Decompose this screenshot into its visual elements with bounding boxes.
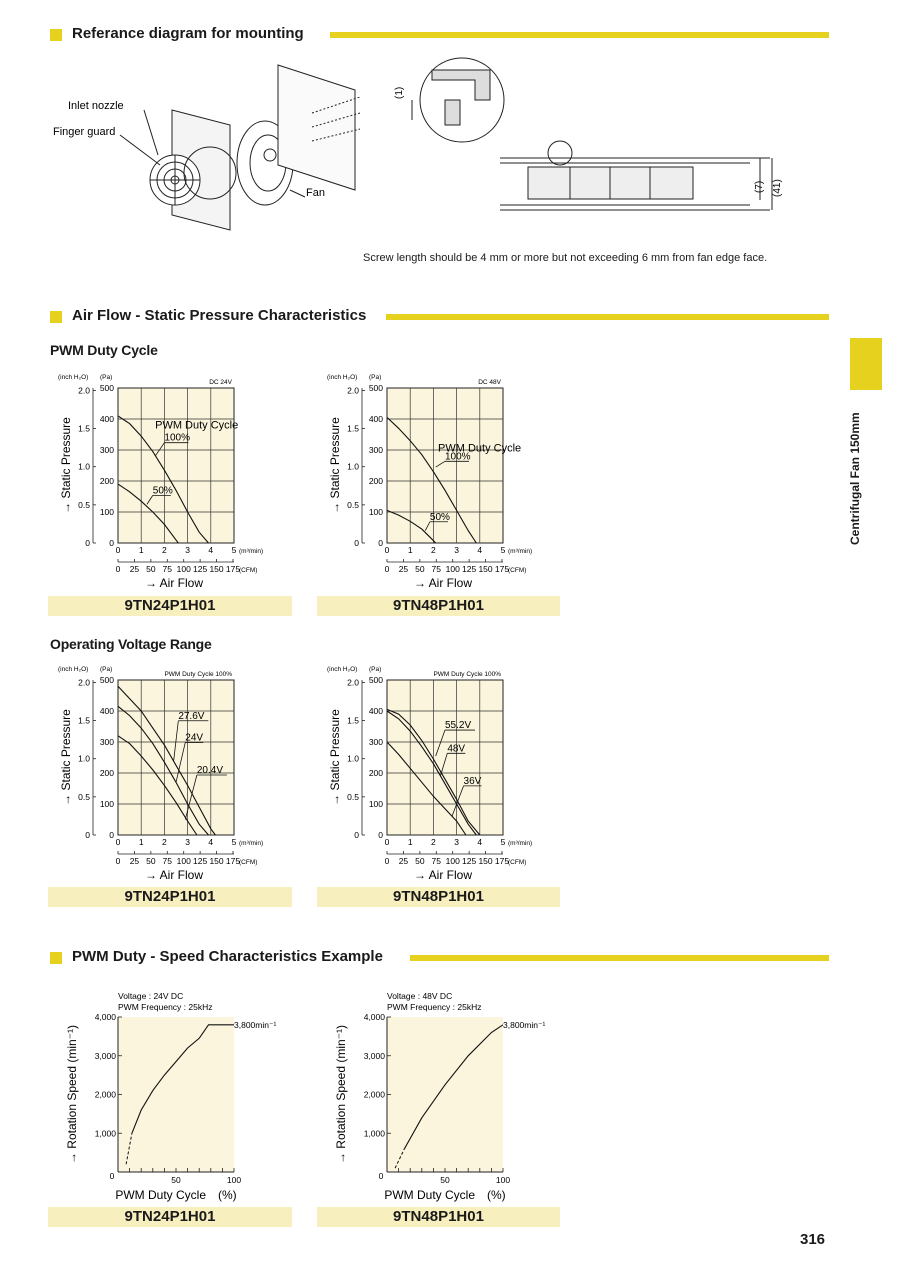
inch-tick-label: 1.0 (347, 461, 359, 472)
y-axis-label: → Static Pressure (328, 709, 342, 806)
x-tick-label: 50 (171, 1175, 181, 1185)
side-tab-label: Centrifugal Fan 150mm (848, 412, 862, 545)
inch-tick-label: 2.0 (78, 677, 90, 688)
inch-tick-label: 1.0 (347, 753, 359, 764)
model-label: 9TN24P1H01 (48, 1207, 292, 1227)
x-unit-m3: (m³/min) (239, 840, 264, 847)
section-speed-header (50, 950, 830, 970)
x-axis-label: PWM Duty Cycle (%) (115, 1188, 237, 1202)
x-tick-label: 4 (208, 545, 214, 555)
legend-title: PWM Duty Cycle (155, 419, 239, 432)
y-tick-label: 400 (368, 706, 383, 716)
x-tick-label: 0 (109, 1171, 115, 1181)
y-tick-label: 2,000 (94, 1089, 116, 1100)
y-tick-label: 200 (368, 476, 383, 486)
voltage-label: Voltage : 24V DC (118, 991, 184, 1001)
cfm-tick-label: 175 (494, 564, 510, 574)
inch-tick-label: 2.0 (347, 677, 359, 688)
x-axis-label: → Air Flow (144, 868, 204, 882)
model-label: 9TN24P1H01 (48, 887, 292, 907)
series-label: 50% (429, 511, 450, 523)
x-tick-label: 0 (115, 545, 121, 555)
cfm-tick-label: 175 (225, 564, 241, 574)
x-unit-m3: (m³/min) (508, 840, 533, 847)
x-tick-label: 3 (454, 837, 459, 847)
inch-tick-label: 0 (85, 830, 90, 840)
y-tick-label: 4,000 (363, 1012, 385, 1022)
y-tick-label: 100 (99, 507, 114, 517)
model-label: 9TN24P1H01 (48, 596, 292, 616)
series-label: 27.6V (178, 710, 205, 722)
chart-voltage-24v (48, 662, 298, 882)
y-tick-label: 500 (99, 383, 114, 393)
cfm-tick-label: 125 (462, 564, 477, 574)
y-unit-pa: (Pa) (369, 374, 382, 381)
section-rule (410, 955, 829, 961)
section-marker (50, 952, 62, 964)
dim-1: (1) (394, 86, 405, 99)
cfm-tick-label: 75 (162, 856, 173, 866)
x-tick-label: 1 (138, 545, 144, 555)
x-tick-label: 3 (454, 545, 459, 555)
cfm-tick-label: 150 (209, 564, 224, 574)
model-label: 9TN48P1H01 (317, 596, 560, 616)
cfm-tick-label: 150 (478, 564, 493, 574)
x-tick-label: 3 (185, 545, 190, 555)
x-tick-label: 2 (431, 545, 436, 555)
x-tick-label: 1 (138, 837, 144, 847)
series-label: 100% (445, 451, 471, 463)
x-axis-label: → Air Flow (413, 576, 473, 590)
cfm-tick-label: 175 (225, 856, 241, 866)
x-axis-label: PWM Duty Cycle (%) (384, 1188, 506, 1202)
screw-note: Screw length should be 4 mm or more but not exceeding 6 mm from fan edge face. (363, 252, 768, 264)
x-tick-label: 100 (495, 1175, 511, 1185)
inch-tick-label: 1.0 (78, 461, 90, 472)
cfm-tick-label: 0 (384, 564, 390, 574)
y-tick-label: 400 (99, 706, 114, 716)
series-label: 20.4V (196, 765, 224, 776)
x-axis-label: → Air Flow (144, 576, 204, 590)
y-tick-label: 0 (378, 830, 383, 840)
cfm-tick-label: 100 (176, 564, 191, 574)
section-title: Air Flow - Static Pressure Characteristics (72, 307, 367, 324)
max-speed-label: 3,800min⁻¹ (234, 1019, 277, 1030)
cfm-tick-label: 75 (162, 564, 173, 574)
inch-tick-label: 2.0 (347, 385, 359, 396)
x-tick-label: 0 (384, 837, 390, 847)
x-tick-label: 4 (477, 545, 483, 555)
y-tick-label: 500 (99, 675, 114, 685)
series-label: 36V (463, 775, 482, 787)
chart-speed-24v (48, 985, 298, 1205)
chart-condition: PWM Duty Cycle 100% (164, 671, 232, 678)
inch-tick-label: 1.5 (78, 715, 90, 726)
label-inlet-nozzle: Inlet nozzle (68, 100, 124, 112)
inch-tick-label: 0.5 (78, 499, 90, 510)
y-axis-label: → Rotation Speed (min⁻¹) (334, 1024, 348, 1165)
inch-tick-label: 0.5 (347, 791, 359, 802)
inch-tick-label: 1.5 (347, 715, 359, 726)
y-tick-label: 200 (368, 768, 383, 778)
cfm-tick-label: 25 (129, 856, 140, 866)
chart-condition: DC 24V (209, 379, 232, 386)
y-tick-label: 1,000 (363, 1128, 385, 1139)
plot-area (387, 680, 503, 835)
section-marker (50, 29, 62, 41)
y-tick-label: 100 (99, 799, 114, 809)
inch-tick-label: 1.5 (78, 423, 90, 434)
x-tick-label: 100 (226, 1175, 242, 1185)
y-tick-label: 300 (99, 737, 114, 747)
y-unit-pa: (Pa) (100, 374, 113, 381)
x-unit-cfm: (CFM) (239, 567, 258, 574)
y-tick-label: 400 (99, 414, 114, 424)
cfm-tick-label: 125 (193, 564, 208, 574)
page-number: 316 (800, 1231, 826, 1248)
y-axis-label: → Static Pressure (59, 417, 73, 514)
y-tick-label: 100 (368, 799, 383, 809)
series-label: 100% (164, 432, 190, 444)
y-axis-label: → Static Pressure (328, 417, 342, 514)
cfm-tick-label: 0 (115, 564, 121, 574)
y-tick-label: 300 (368, 445, 383, 455)
voltage-label: Voltage : 48V DC (387, 991, 453, 1001)
section-title: PWM Duty - Speed Characteristics Example (72, 948, 383, 965)
legend-title: PWM Duty Cycle (438, 442, 522, 455)
x-unit-cfm: (CFM) (508, 859, 527, 866)
chart-voltage-48v (317, 662, 567, 882)
x-unit-cfm: (CFM) (239, 859, 258, 866)
y-tick-label: 100 (368, 507, 383, 517)
x-tick-label: 5 (231, 545, 237, 555)
dim-7: (7) (754, 180, 765, 193)
max-speed-label: 3,800min⁻¹ (503, 1019, 546, 1030)
cfm-tick-label: 0 (115, 856, 121, 866)
cfm-tick-label: 25 (398, 564, 409, 574)
inch-tick-label: 0.5 (347, 499, 359, 510)
chart-pwm-48v (317, 370, 567, 590)
y-tick-label: 3,000 (363, 1050, 385, 1061)
inch-tick-label: 2.0 (78, 385, 90, 396)
chart-condition: DC 48V (478, 379, 501, 386)
section-rule (386, 314, 829, 320)
cfm-tick-label: 50 (415, 856, 425, 866)
section-mounting-header (50, 27, 830, 47)
x-tick-label: 5 (231, 837, 237, 847)
plot-area (118, 1017, 234, 1172)
x-tick-label: 3 (185, 837, 190, 847)
y-tick-label: 3,000 (94, 1050, 116, 1061)
x-tick-label: 5 (500, 837, 506, 847)
inch-tick-label: 1.0 (78, 753, 90, 764)
y-unit-inch: (inch H₂O) (58, 374, 89, 381)
x-unit-m3: (m³/min) (508, 548, 533, 555)
section-airflow-header (50, 309, 830, 329)
plot-area (118, 388, 234, 543)
y-tick-label: 300 (99, 445, 114, 455)
y-unit-inch: (inch H₂O) (327, 374, 358, 381)
y-axis-label: → Rotation Speed (min⁻¹) (65, 1024, 79, 1165)
y-unit-pa: (Pa) (100, 666, 113, 673)
section-rule (330, 32, 829, 38)
frequency-label: PWM Frequency : 25kHz (118, 1002, 213, 1012)
label-finger-guard: Finger guard (53, 126, 116, 138)
cfm-tick-label: 125 (193, 856, 208, 866)
y-unit-pa: (Pa) (369, 666, 382, 673)
x-tick-label: 0 (378, 1171, 384, 1181)
y-tick-label: 2,000 (363, 1089, 385, 1100)
x-unit-cfm: (CFM) (508, 567, 527, 574)
y-unit-inch: (inch H₂O) (327, 666, 358, 673)
cfm-tick-label: 25 (129, 564, 140, 574)
cfm-tick-label: 150 (209, 856, 224, 866)
mounting-diagram (50, 55, 830, 245)
y-tick-label: 4,000 (94, 1012, 116, 1022)
x-tick-label: 0 (115, 837, 121, 847)
y-tick-label: 1,000 (94, 1128, 116, 1139)
x-unit-m3: (m³/min) (239, 548, 264, 555)
inch-tick-label: 0.5 (78, 791, 90, 802)
x-tick-label: 1 (407, 545, 413, 555)
y-axis-label: → Static Pressure (59, 709, 73, 806)
inch-tick-label: 1.5 (347, 423, 359, 434)
x-axis-label: → Air Flow (413, 868, 473, 882)
x-tick-label: 50 (440, 1175, 450, 1185)
y-tick-label: 300 (368, 737, 383, 747)
cfm-tick-label: 0 (384, 856, 390, 866)
cfm-tick-label: 100 (445, 856, 460, 866)
inch-tick-label: 0 (354, 538, 359, 548)
y-tick-label: 500 (368, 383, 383, 393)
x-tick-label: 2 (431, 837, 436, 847)
side-tab (850, 338, 882, 390)
y-tick-label: 0 (109, 830, 114, 840)
cfm-tick-label: 50 (146, 564, 156, 574)
series-label: 55.2V (445, 720, 472, 732)
section-marker (50, 311, 62, 323)
series-label: 24V (185, 732, 204, 744)
subsection-pwm-duty: PWM Duty Cycle (50, 342, 158, 358)
x-tick-label: 2 (162, 837, 167, 847)
series-label: 48V (447, 743, 466, 755)
cfm-tick-label: 50 (415, 564, 425, 574)
model-label: 9TN48P1H01 (317, 1207, 560, 1227)
cfm-tick-label: 25 (398, 856, 409, 866)
cfm-tick-label: 100 (176, 856, 191, 866)
y-unit-inch: (inch H₂O) (58, 666, 89, 673)
x-tick-label: 0 (384, 545, 390, 555)
y-tick-label: 400 (368, 414, 383, 424)
inch-tick-label: 0 (354, 830, 359, 840)
y-tick-label: 200 (99, 476, 114, 486)
y-tick-label: 500 (368, 675, 383, 685)
section-title: Referance diagram for mounting (72, 25, 304, 42)
frequency-label: PWM Frequency : 25kHz (387, 1002, 482, 1012)
x-tick-label: 4 (208, 837, 214, 847)
cfm-tick-label: 175 (494, 856, 510, 866)
x-tick-label: 4 (477, 837, 483, 847)
label-fan: Fan (306, 187, 325, 199)
x-tick-label: 5 (500, 545, 506, 555)
cfm-tick-label: 150 (478, 856, 493, 866)
y-tick-label: 0 (378, 538, 383, 548)
model-label: 9TN48P1H01 (317, 887, 560, 907)
x-tick-label: 2 (162, 545, 167, 555)
x-tick-label: 1 (407, 837, 413, 847)
chart-condition: PWM Duty Cycle 100% (433, 671, 501, 678)
cfm-tick-label: 75 (431, 564, 442, 574)
y-tick-label: 200 (99, 768, 114, 778)
y-tick-label: 0 (109, 538, 114, 548)
plot-area (118, 680, 234, 835)
chart-pwm-24v (48, 370, 298, 590)
chart-speed-48v (317, 985, 567, 1205)
cfm-tick-label: 75 (431, 856, 442, 866)
cfm-tick-label: 100 (445, 564, 460, 574)
cfm-tick-label: 50 (146, 856, 156, 866)
subsection-voltage-range: Operating Voltage Range (50, 636, 212, 652)
inch-tick-label: 0 (85, 538, 90, 548)
cfm-tick-label: 125 (462, 856, 477, 866)
dim-41: (41) (772, 179, 783, 197)
series-label: 50% (152, 485, 173, 497)
